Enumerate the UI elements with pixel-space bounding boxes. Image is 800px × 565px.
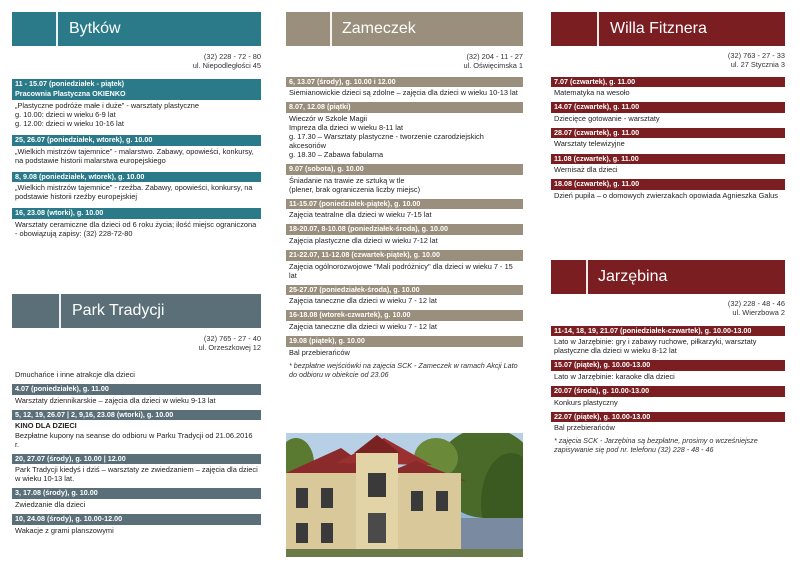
section-title: Zameczek xyxy=(342,20,416,38)
event-line: Śniadanie na trawie ze sztuką w tle xyxy=(289,175,405,185)
event-line: (plener, brak ograniczenia liczby miejsc) xyxy=(289,184,421,194)
header-divider xyxy=(597,12,599,46)
event-description xyxy=(12,499,261,509)
event-description xyxy=(12,219,261,238)
section-willa-fitznera xyxy=(551,12,785,205)
event-line: „Wielkich mistrzów tajemnice” - malarstwo. Zabawy, opowieści, konkursy, na podstawie historii malarstwa europejskiego xyxy=(15,146,254,165)
event-item xyxy=(286,310,523,331)
address-block xyxy=(12,52,261,71)
section-title: Jarzębina xyxy=(598,268,668,286)
event-line: g. 18.30 – Zabawa fabularna xyxy=(289,149,384,159)
section-zameczek xyxy=(286,12,523,379)
event-date-header: 16-18.08 (wtorek-czwartek), g. 10.00 xyxy=(286,310,523,321)
event-item xyxy=(12,359,261,380)
event-description xyxy=(12,395,261,405)
event-description xyxy=(551,87,785,97)
event-line: Zajęcia taneczne dla dzieci w wieku 7 - 12 lat xyxy=(289,296,437,306)
event-line: Matematyka na wesoło xyxy=(554,88,630,98)
event-line: g. 10.00: dzieci w wieku 6-9 lat xyxy=(15,109,116,119)
event-item xyxy=(12,410,261,449)
event-date-header: 20, 27.07 (środy), g. 10.00 | 12.00 xyxy=(12,454,261,465)
header-divider xyxy=(56,12,58,46)
building-photo xyxy=(286,433,523,557)
event-item xyxy=(286,285,523,306)
event-description xyxy=(12,464,261,483)
section-header-bytkow xyxy=(12,12,261,46)
street-address: ul. Wierzbowa 2 xyxy=(732,308,785,318)
section-header-zameczek xyxy=(286,12,523,46)
event-item xyxy=(286,102,523,159)
phone-number: (32) 763 - 27 - 33 xyxy=(727,51,785,60)
event-line: „Wielkich mistrzów tajemnice” - rzeźba. Zabawy, opowieści, konkursy, na podstawie historii rzeźby europejskiej xyxy=(15,183,253,202)
phone-number: (32) 228 - 48 - 46 xyxy=(727,299,785,308)
event-line: Bezpłatne kupony na seanse do odbioru w Parku Tradycji od 21.06.2016 r. xyxy=(15,430,253,449)
event-item xyxy=(286,250,523,280)
event-description xyxy=(551,138,785,148)
event-line: Zajęcia taneczne dla dzieci w wieku 7 - 12 lat xyxy=(289,322,437,332)
event-date-header: 18.08 (czwartek), g. 11.00 xyxy=(551,179,785,190)
event-date-header: 15.07 (piątek), g. 10.00-13.00 xyxy=(551,360,785,371)
street-address: ul. Orzeszkowej 12 xyxy=(198,343,261,353)
event-date-header: 11-15.07 (poniedziałek-piątek), g. 10.00 xyxy=(286,199,523,210)
section-park-tradycji xyxy=(12,294,261,540)
footnote: * zajęcia SCK - Jarzębina są bezpłatne, prosimy o wcześniejsze zapisywanie się pod nr. telefonu (32) 228 - 48 - 46 xyxy=(554,436,758,454)
event-list xyxy=(551,77,785,200)
event-item xyxy=(12,454,261,484)
event-item xyxy=(12,208,261,238)
event-date-header: 18-20.07, 8-10.08 (poniedziałek-środa), g. 10.00 xyxy=(286,224,523,235)
event-line: Dziecięce gotowanie - warsztaty xyxy=(554,113,660,123)
event-item xyxy=(12,384,261,405)
event-date-header: 19.08 (piątek), g. 10.00 xyxy=(286,336,523,347)
header-divider xyxy=(59,294,61,328)
event-line: Warsztaty dziennikarskie – zajęcia dla dzieci w wieku 9-13 lat xyxy=(15,395,216,405)
event-line: Warsztaty ceramiczne dla dzieci od 6 roku życia; ilość miejsc ograniczona - obowiązują zapisy: (32) 228-72-80 xyxy=(15,219,257,238)
event-description xyxy=(551,113,785,123)
event-highlight: KINO DLA DZIECI xyxy=(15,421,77,431)
event-line: Lato w Jarzębinie: gry i zabawy ruchowe, piłkarzyki, warsztaty plastyczne dla dzieci w wieku 8-12 lat xyxy=(554,337,757,356)
event-item xyxy=(551,77,785,98)
phone-number: (32) 204 - 11 - 27 xyxy=(466,52,523,61)
event-line: Zajęcia plastyczne dla dzieci w wieku 7-12 lat xyxy=(289,235,438,245)
event-item xyxy=(551,128,785,149)
event-description xyxy=(551,336,785,355)
event-line: Park Tradycji kiedyś i dziś – warsztaty ze zwiedzaniem – zajęcia dla dzieci w wieku 10-13 lat. xyxy=(15,465,258,484)
event-line: Zwiedzanie dla dzieci xyxy=(15,499,86,509)
event-line: Impreza dla dzieci w wieku 8-11 lat xyxy=(289,122,404,132)
event-description xyxy=(12,182,261,201)
header-divider xyxy=(330,12,332,46)
section-header-jarzebina xyxy=(551,260,785,294)
event-line: Bal przebierańców xyxy=(289,347,350,357)
event-description xyxy=(551,164,785,174)
event-description xyxy=(12,525,261,535)
event-item xyxy=(12,488,261,509)
section-title: Willa Fitznera xyxy=(610,20,707,38)
event-date-header: 7.07 (czwartek), g. 11.00 xyxy=(551,77,785,88)
address-block xyxy=(551,51,785,70)
event-date-header: 28.07 (czwartek), g. 11.00 xyxy=(551,128,785,139)
address-block xyxy=(286,52,523,71)
event-line: Dzień pupila – o domowych zwierzakach opowiada Agnieszka Galus xyxy=(554,190,778,200)
event-item xyxy=(286,336,523,357)
event-line: Zajęcia teatralne dla dzieci w wieku 7-15 lat xyxy=(289,210,432,220)
event-item xyxy=(551,326,785,356)
event-list xyxy=(12,359,261,535)
street-address: ul. Niepodległości 45 xyxy=(192,61,261,71)
event-date-header: 10, 24.08 (środy), g. 10.00-12.00 xyxy=(12,514,261,525)
event-line: Wakacje z grami planszowymi xyxy=(15,525,114,535)
event-date-header: 16, 23.08 (wtorki), g. 10.00 xyxy=(12,208,261,219)
event-item xyxy=(551,102,785,123)
event-description xyxy=(286,209,523,219)
event-date-header: 25-27.07 (poniedziałek-środa), g. 10.00 xyxy=(286,285,523,296)
section-title: Park Tradycji xyxy=(72,302,165,320)
event-line: Lato w Jarzębinie: karaoke dla dzieci xyxy=(554,371,675,381)
event-venue-header: Pracownia Plastyczna OKIENKO xyxy=(12,89,261,100)
event-date-header: 6, 13.07 (środy), g. 10.00 i 12.00 xyxy=(286,77,523,88)
event-item xyxy=(286,77,523,98)
event-description xyxy=(286,113,523,159)
event-date-header: 5, 12, 19, 26.07 | 2, 9,16, 23.08 (wtorki), g. 10.00 xyxy=(12,410,261,421)
section-header-willa-fitznera xyxy=(551,12,785,46)
event-line: Wernisaż dla dzieci xyxy=(554,165,618,175)
event-item xyxy=(12,135,261,165)
section-jarzebina xyxy=(551,260,785,455)
section-title: Bytków xyxy=(69,20,121,38)
address-block xyxy=(12,334,261,353)
event-line: Dmuchańce i inne atrakcje dla dzieci xyxy=(15,370,135,380)
footnote: * bezpłatne wejściówki na zajęcia SCK - Zameczek w ramach Akcji Lato do odbioru w obiekcie od 23.06 xyxy=(289,360,518,379)
section-header-park-tradycji xyxy=(12,294,261,328)
event-item xyxy=(286,164,523,194)
event-item xyxy=(551,386,785,407)
event-date-header: 11.08 (czwartek), g. 11.00 xyxy=(551,154,785,165)
event-description xyxy=(551,397,785,407)
event-item xyxy=(551,179,785,200)
event-description xyxy=(286,321,523,331)
event-line: Konkurs plastyczny xyxy=(554,397,618,407)
event-item xyxy=(12,79,261,128)
event-line: Wieczór w Szkole Magii xyxy=(289,113,368,123)
event-date-header: 8.07, 12.08 (piątki) xyxy=(286,102,523,113)
event-item xyxy=(551,154,785,175)
street-address: ul. Oświęcimska 1 xyxy=(463,61,523,71)
event-date-header: 22.07 (piątek), g. 10.00-13.00 xyxy=(551,412,785,423)
event-description xyxy=(286,295,523,305)
event-description xyxy=(551,422,785,432)
event-item xyxy=(551,360,785,381)
event-description xyxy=(551,190,785,200)
event-description xyxy=(12,100,261,128)
event-date-header: 20.07 (środa), g. 10.00-13.00 xyxy=(551,386,785,397)
street-address: ul. 27 Stycznia 3 xyxy=(730,60,785,70)
event-item xyxy=(286,199,523,220)
event-line: Warsztaty telewizyjne xyxy=(554,139,625,149)
header-divider xyxy=(586,260,588,294)
event-date-header: 1, 8, 15, 22, 29.07 | 5, 12, 19, 26.08 (piątki), g. 10.00-14.00 xyxy=(15,358,206,368)
event-description xyxy=(286,347,523,357)
event-list xyxy=(551,326,785,433)
event-date-header: 8, 9.08 (poniedziałek, wtorek), g. 10.00 xyxy=(12,172,261,183)
event-item xyxy=(12,514,261,535)
event-description xyxy=(12,369,261,379)
event-date-header: 3, 17.08 (środy), g. 10.00 xyxy=(12,488,261,499)
event-description xyxy=(551,371,785,381)
event-description xyxy=(286,87,523,97)
event-date-header: 14.07 (czwartek), g. 11.00 xyxy=(551,102,785,113)
address-block xyxy=(551,299,785,318)
event-list xyxy=(12,79,261,238)
event-line: g. 17.30 – Warsztaty plastyczne - tworzenie czarodziejskich akcesoriów xyxy=(289,131,484,150)
event-date-header: 21-22.07, 11-12.08 (czwartek-piątek), g. 10.00 xyxy=(286,250,523,261)
event-item xyxy=(12,172,261,202)
event-list xyxy=(286,77,523,357)
event-line: „Plastyczne podróże małe i duże” - warsztaty plastyczne xyxy=(15,100,200,110)
event-item xyxy=(551,412,785,433)
event-description xyxy=(286,175,523,194)
event-line: Siemianowickie dzieci są zdolne – zajęcia dla dzieci w wieku 10-13 lat xyxy=(289,88,518,98)
event-description xyxy=(12,420,261,448)
phone-number: (32) 228 - 72 - 80 xyxy=(203,52,261,61)
event-line: Bal przebierańców xyxy=(554,423,615,433)
event-date-header: 11-14, 18, 19, 21.07 (poniedziałek-czwartek), g. 10.00-13.00 xyxy=(551,326,785,337)
event-line: Zajęcia ogólnorozwojowe "Mali podróżnicy" dla dzieci w wieku 7 - 15 lat xyxy=(289,261,513,280)
event-date-header: 4.07 (poniedziałek), g. 11.00 xyxy=(12,384,261,395)
event-description xyxy=(286,261,523,280)
event-date-header: 25, 26.07 (poniedziałek, wtorek), g. 10.00 xyxy=(12,135,261,146)
event-line: g. 12.00: dzieci w wieku 10-16 lat xyxy=(15,118,124,128)
event-description xyxy=(286,235,523,245)
event-description xyxy=(12,146,261,165)
section-bytkow xyxy=(12,12,261,245)
event-date-header: 9.07 (sobota), g. 10.00 xyxy=(286,164,523,175)
event-date-header: 11 - 15.07 (poniedziałek - piątek) xyxy=(12,79,261,90)
phone-number: (32) 765 - 27 - 40 xyxy=(203,334,261,343)
event-item xyxy=(286,224,523,245)
